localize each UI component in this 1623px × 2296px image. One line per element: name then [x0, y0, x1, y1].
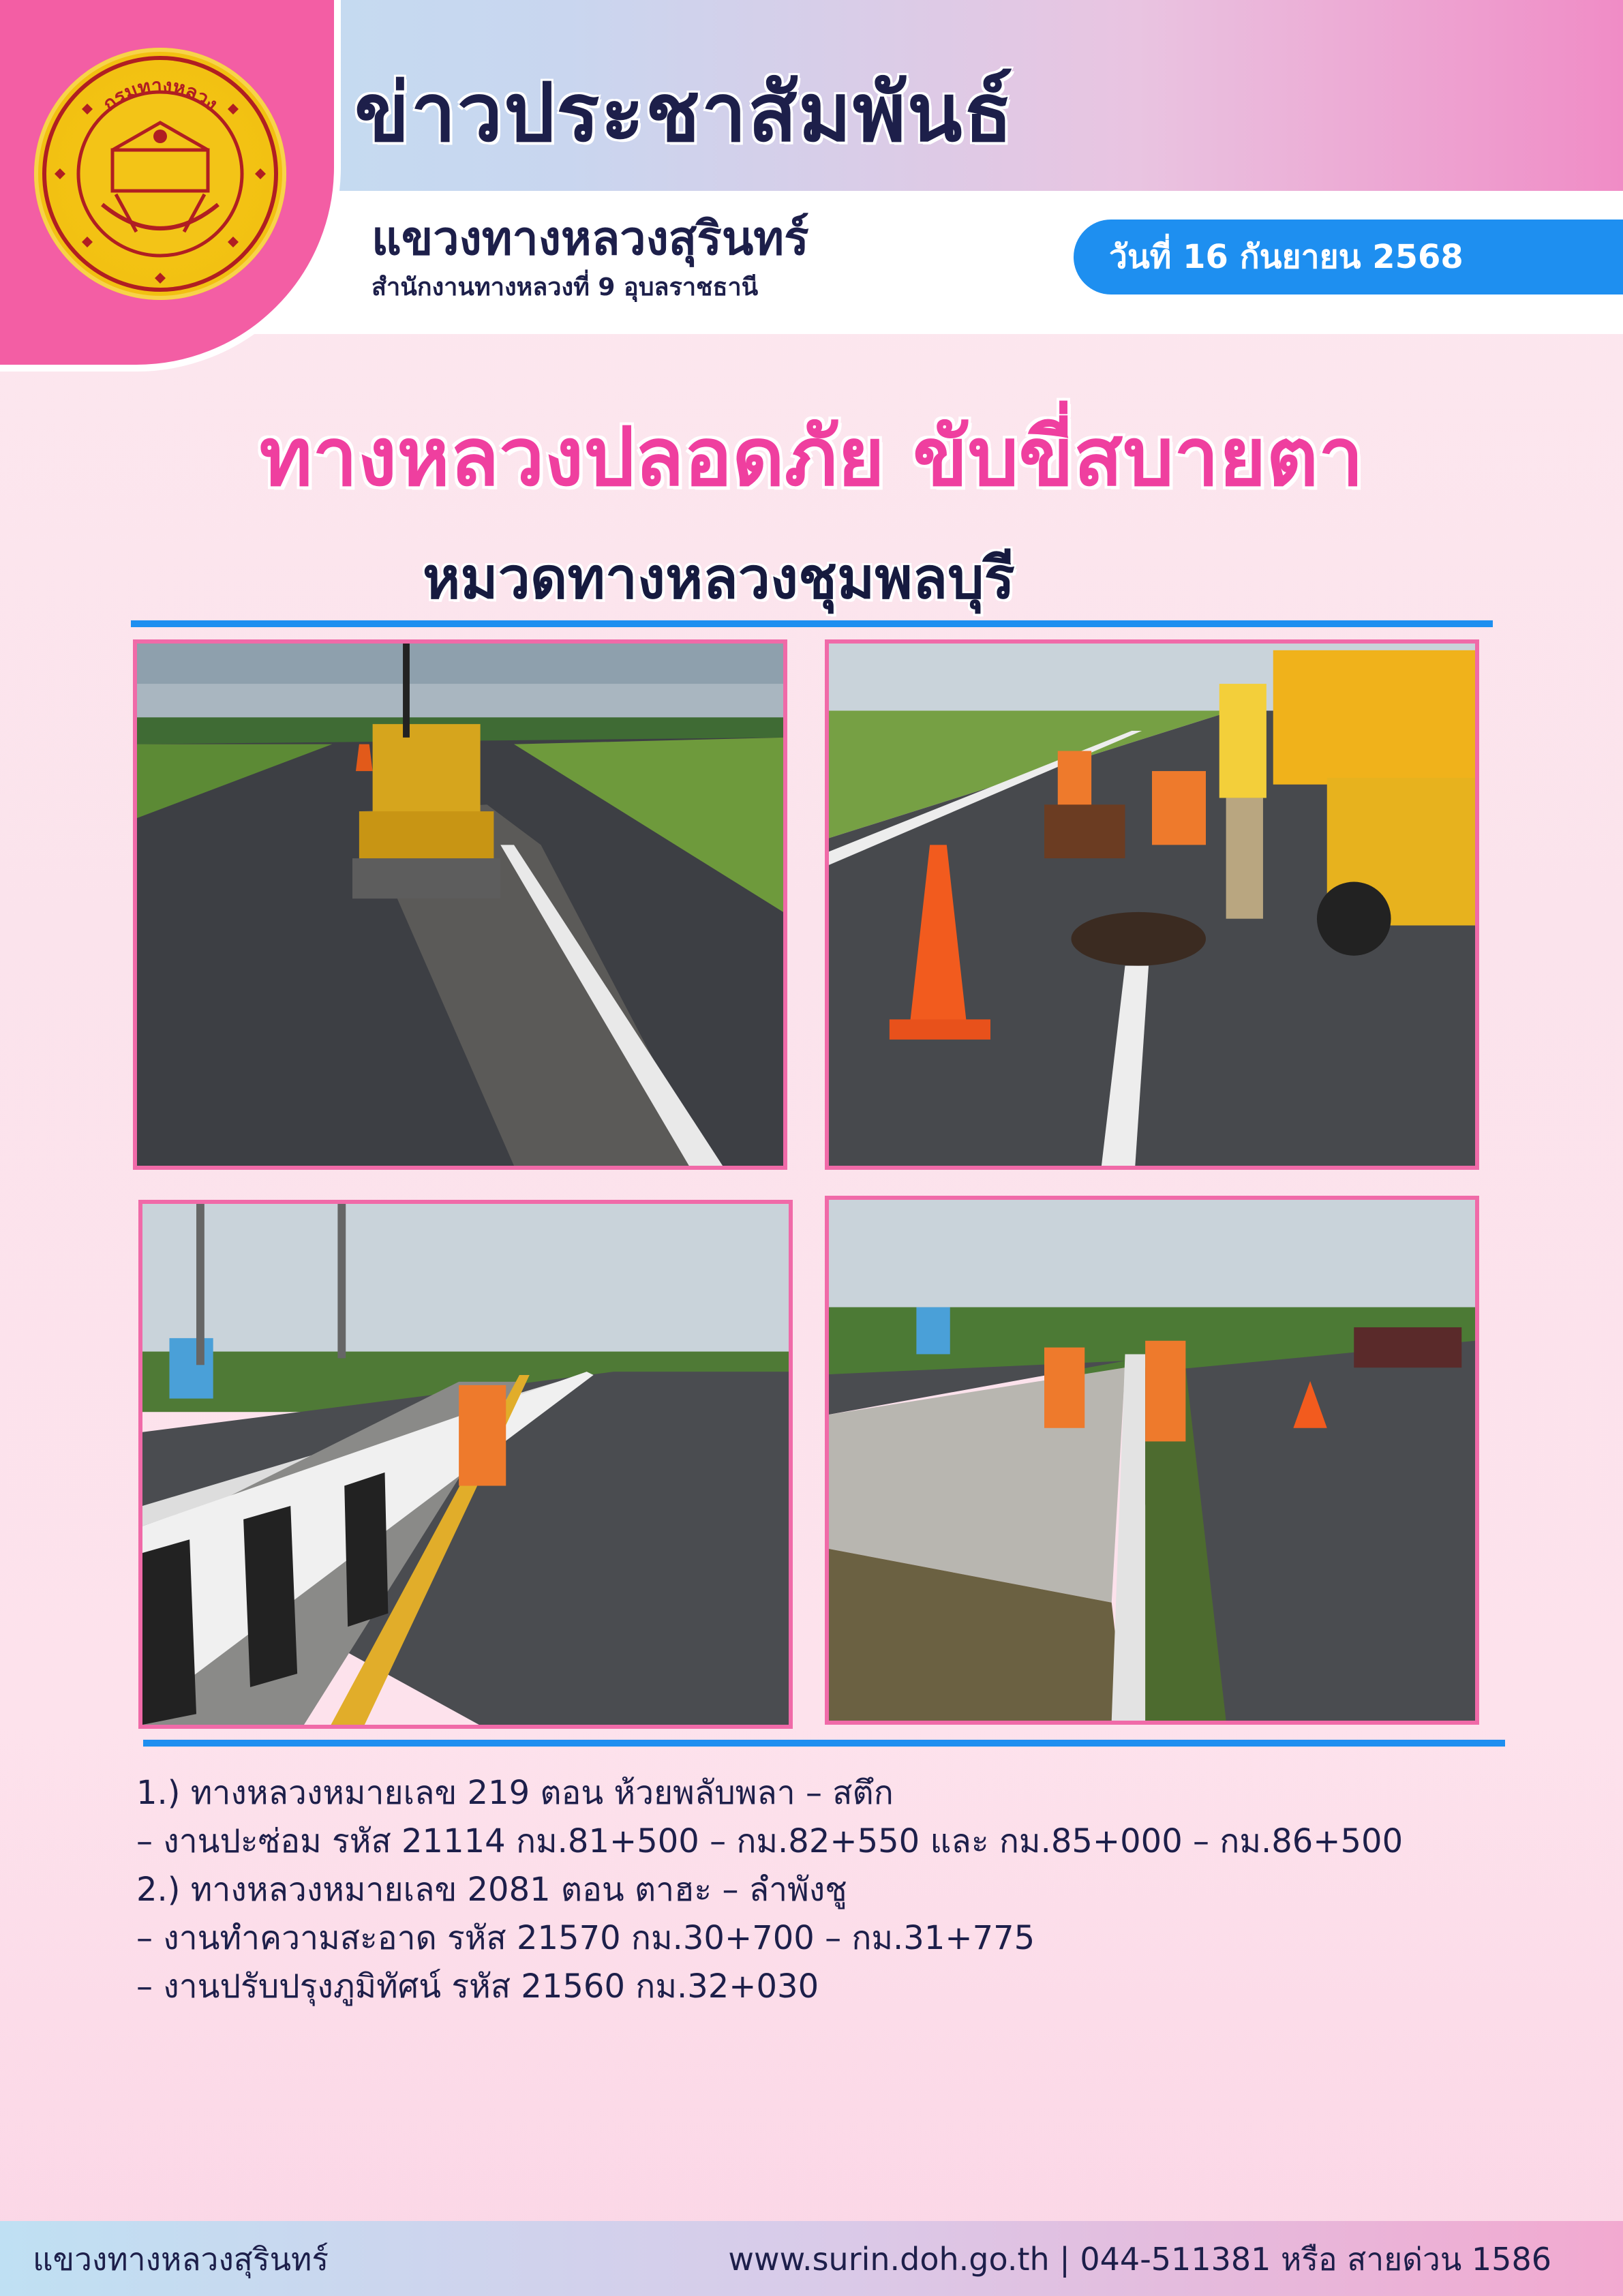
details-line: – งานปะซ่อม รหัส 21114 กม.81+500 – กม.82+550 และ กม.85+000 – กม.86+500: [136, 1822, 1404, 1860]
date-badge: วันที่ 16 กันยายน 2568: [1074, 220, 1623, 294]
department-of-highways-logo: [34, 48, 286, 300]
headline: ข่าวประชาสัมพันธ์: [354, 65, 1014, 160]
org-parent: สำนักงานทางหลวงที่ 9 อุบลราชธานี: [371, 273, 759, 301]
details-line: 1.) ทางหลวงหมายเลข 219 ตอน ห้วยพลับพลา – สตึก: [136, 1774, 894, 1812]
page-title: ทางหลวงปลอดภัย ขับขี่สบายตา: [259, 410, 1364, 504]
top-divider: [131, 620, 1493, 627]
details-line: – งานปรับปรุงภูมิทัศน์ รหัส 21560 กม.32+030: [136, 1967, 819, 2006]
bottom-divider: [143, 1740, 1505, 1747]
org-name: แขวงทางหลวงสุรินทร์: [371, 212, 809, 266]
footer-contact: www.surin.doh.go.th | 044-511381 หรือ สายด่วน 1586: [728, 2241, 1551, 2278]
logo-text: กรมทางหลวง: [98, 74, 222, 116]
photo-workers-sweeping: [825, 1196, 1479, 1725]
photo-road-roller: [133, 639, 787, 1170]
page-subtitle: หมวดทางหลวงชุมพลบุรี: [423, 545, 1015, 611]
footer-org: แขวงทางหลวงสุรินทร์: [33, 2241, 329, 2278]
details-line: – งานทำความสะอาด รหัส 21570 กม.30+700 – กม.31+775: [136, 1919, 1035, 1957]
photo-worker-median: [138, 1200, 793, 1729]
photo-workers-patching: [825, 639, 1479, 1170]
details-list: [136, 1769, 1500, 2011]
logo-emblem-icon: [34, 48, 286, 300]
details-line: 2.) ทางหลวงหมายเลข 2081 ตอน ตาฮะ – ลำพังชู: [136, 1871, 847, 1909]
